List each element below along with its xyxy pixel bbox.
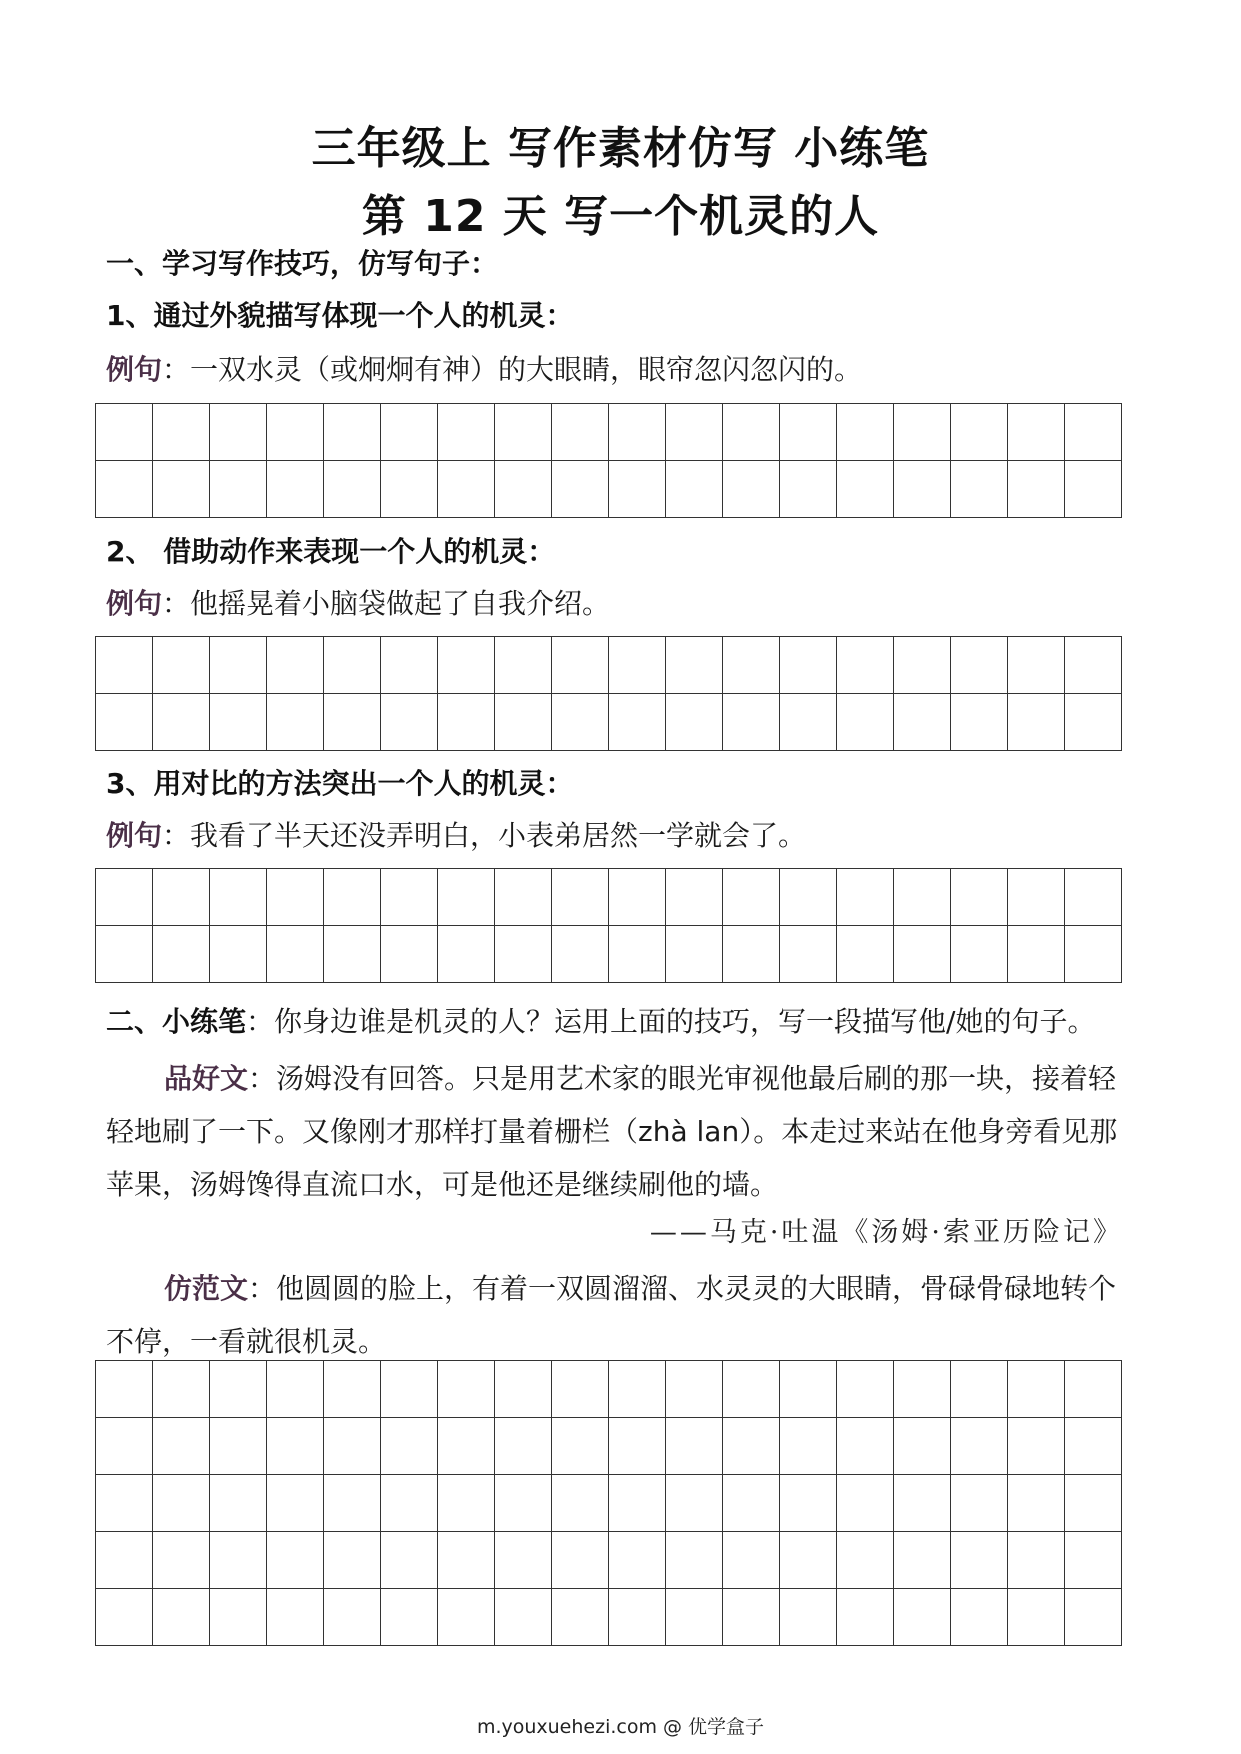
grid-cell[interactable] [609,1532,666,1589]
item-3-example [106,818,806,854]
grid-cell[interactable] [153,926,210,983]
example-text: ：一双水灵（或炯炯有神）的大眼睛，眼帘忽闪忽闪的。 [162,353,863,386]
grid-cell[interactable] [1008,1418,1065,1475]
grid-cell[interactable] [438,461,495,518]
grid-cell[interactable] [894,1361,951,1418]
grid-cell[interactable] [438,869,495,926]
grid-cell[interactable] [1008,1475,1065,1532]
grid-cell[interactable] [837,1418,894,1475]
grid-cell[interactable] [1065,1475,1122,1532]
grid-cell[interactable] [381,461,438,518]
grid-cell[interactable] [96,404,153,461]
grid-cell[interactable] [495,694,552,751]
grid-cell[interactable] [723,869,780,926]
grid-cell[interactable] [723,404,780,461]
grid-cell[interactable] [666,1418,723,1475]
grid-cell[interactable] [780,869,837,926]
grid-cell[interactable] [153,1589,210,1646]
grid-cell[interactable] [837,1361,894,1418]
grid-cell[interactable] [1008,1589,1065,1646]
grid-cell[interactable] [723,694,780,751]
grid-cell[interactable] [1065,1361,1122,1418]
grid-cell[interactable] [723,461,780,518]
grid-cell[interactable] [381,1418,438,1475]
passage-source: ——马克·吐温《汤姆·索亚历险记》 [649,1217,1123,1248]
grid-cell[interactable] [495,1532,552,1589]
grid-cell[interactable] [210,1532,267,1589]
grid-cell[interactable] [894,694,951,751]
grid-cell[interactable] [381,637,438,694]
section-2-label: 二、小练笔 [106,1005,247,1038]
grid-cell[interactable] [951,461,1008,518]
grid-cell[interactable] [780,1418,837,1475]
grid-cell[interactable] [894,1475,951,1532]
grid-cell[interactable] [267,404,324,461]
grid-cell[interactable] [1008,869,1065,926]
example-label: 例句 [106,587,163,620]
grid-cell[interactable] [96,926,153,983]
grid-cell[interactable] [1008,926,1065,983]
grid-cell[interactable] [894,1589,951,1646]
grid-cell[interactable] [780,1589,837,1646]
item-1-example [106,352,862,388]
grid-cell[interactable] [1065,404,1122,461]
grid-cell[interactable] [552,637,609,694]
model-label: 仿范文 [164,1272,249,1305]
grid-cell[interactable] [324,637,381,694]
grid-cell[interactable] [666,926,723,983]
grid-cell[interactable] [951,404,1008,461]
grid-cell[interactable] [210,404,267,461]
reading-text: ：汤姆没有回答。只是用艺术家的眼光审视他最后刷的那一块，接着轻轻地刷了一下。又像刚才那样打量着栅栏（zhà lan）。本走过来站在他身旁看见那苹果，汤姆馋得直流口水，可是他还是继续刷他的墙。 [106,1062,1118,1201]
grid-cell[interactable] [609,404,666,461]
example-text: ：他摇晃着小脑袋做起了自我介绍。 [162,587,611,620]
grid-cell[interactable] [267,926,324,983]
grid-cell[interactable] [894,404,951,461]
grid-cell[interactable] [438,1475,495,1532]
grid-cell[interactable] [96,694,153,751]
grid-cell[interactable] [495,1475,552,1532]
example-text: ：我看了半天还没弄明白，小表弟居然一学就会了。 [162,819,807,852]
reading-label: 品好文 [164,1062,249,1095]
grid-cell[interactable] [951,926,1008,983]
section-2-heading [106,1004,1095,1040]
grid-cell[interactable] [381,869,438,926]
grid-cell[interactable] [381,1361,438,1418]
grid-cell[interactable] [837,694,894,751]
grid-cell[interactable] [324,1475,381,1532]
grid-cell[interactable] [837,1589,894,1646]
grid-cell[interactable] [1065,1589,1122,1646]
grid-cell[interactable] [666,404,723,461]
grid-cell[interactable] [96,637,153,694]
grid-cell[interactable] [723,1418,780,1475]
grid-cell[interactable] [1065,694,1122,751]
grid-cell[interactable] [837,637,894,694]
grid-cell[interactable] [666,694,723,751]
writing-grid-2[interactable] [95,636,1122,751]
grid-cell[interactable] [153,869,210,926]
grid-cell[interactable] [894,1418,951,1475]
grid-cell[interactable] [609,694,666,751]
grid-cell[interactable] [837,461,894,518]
grid-cell[interactable] [267,1361,324,1418]
grid-cell[interactable] [666,1532,723,1589]
grid-cell[interactable] [894,926,951,983]
grid-cell[interactable] [381,926,438,983]
grid-cell[interactable] [951,1589,1008,1646]
grid-cell[interactable] [552,404,609,461]
model-text: ：他圆圆的脸上，有着一双圆溜溜、水灵灵的大眼睛，骨碌骨碌地转个不停，一看就很机灵。 [106,1272,1117,1358]
writing-grid-4[interactable] [95,1360,1122,1646]
grid-cell[interactable] [381,1589,438,1646]
grid-cell[interactable] [267,869,324,926]
grid-cell[interactable] [666,1589,723,1646]
grid-cell[interactable] [324,1418,381,1475]
grid-cell[interactable] [153,1475,210,1532]
grid-cell[interactable] [609,1475,666,1532]
grid-cell[interactable] [495,637,552,694]
grid-cell[interactable] [780,1361,837,1418]
grid-cell[interactable] [210,461,267,518]
grid-cell[interactable] [552,1418,609,1475]
grid-cell[interactable] [438,1532,495,1589]
grid-cell[interactable] [96,1418,153,1475]
grid-cell[interactable] [495,404,552,461]
grid-cell[interactable] [210,694,267,751]
grid-cell[interactable] [1008,694,1065,751]
grid-cell[interactable] [552,461,609,518]
grid-cell[interactable] [324,461,381,518]
grid-cell[interactable] [609,1361,666,1418]
grid-cell[interactable] [1008,1532,1065,1589]
grid-cell[interactable] [153,637,210,694]
grid-cell[interactable] [951,1361,1008,1418]
grid-cell[interactable] [267,694,324,751]
grid-cell[interactable] [951,1532,1008,1589]
grid-cell[interactable] [609,637,666,694]
grid-cell[interactable] [324,1361,381,1418]
grid-cell[interactable] [780,637,837,694]
grid-cell[interactable] [552,1589,609,1646]
grid-cell[interactable] [951,694,1008,751]
grid-cell[interactable] [723,926,780,983]
grid-cell[interactable] [495,1418,552,1475]
grid-cell[interactable] [951,637,1008,694]
grid-cell[interactable] [210,1589,267,1646]
grid-cell[interactable] [153,694,210,751]
grid-cell[interactable] [267,637,324,694]
grid-cell[interactable] [381,404,438,461]
grid-cell[interactable] [438,1589,495,1646]
grid-cell[interactable] [609,461,666,518]
grid-cell[interactable] [894,869,951,926]
grid-cell[interactable] [153,1361,210,1418]
grid-cell[interactable] [438,1418,495,1475]
item-2-example [106,586,610,622]
grid-cell[interactable] [210,1475,267,1532]
page-subtitle: 第 12 天 写一个机灵的人 [361,191,880,242]
grid-cell[interactable] [723,1532,780,1589]
grid-cell[interactable] [894,461,951,518]
grid-cell[interactable] [837,1532,894,1589]
grid-cell[interactable] [96,1361,153,1418]
grid-cell[interactable] [894,637,951,694]
grid-cell[interactable] [381,1475,438,1532]
grid-cell[interactable] [267,1475,324,1532]
grid-cell[interactable] [438,926,495,983]
grid-cell[interactable] [837,404,894,461]
section-2-instruction: ：你身边谁是机灵的人？运用上面的技巧，写一段描写他/她的句子。 [246,1005,1096,1038]
grid-cell[interactable] [609,869,666,926]
grid-cell[interactable] [210,637,267,694]
grid-cell[interactable] [153,1418,210,1475]
grid-cell[interactable] [666,1475,723,1532]
example-label: 例句 [106,819,163,852]
grid-cell[interactable] [609,926,666,983]
reading-passage [106,1052,1136,1211]
item-1-heading: 1、通过外貌描写体现一个人的机灵： [106,299,574,332]
grid-cell[interactable] [666,869,723,926]
grid-cell[interactable] [96,1589,153,1646]
grid-cell[interactable] [495,869,552,926]
grid-cell[interactable] [894,1532,951,1589]
grid-cell[interactable] [837,869,894,926]
grid-cell[interactable] [324,1532,381,1589]
grid-cell[interactable] [438,404,495,461]
grid-cell[interactable] [1008,461,1065,518]
grid-cell[interactable] [1065,926,1122,983]
grid-cell[interactable] [837,926,894,983]
grid-cell[interactable] [324,404,381,461]
grid-cell[interactable] [951,1475,1008,1532]
grid-cell[interactable] [153,1532,210,1589]
grid-cell[interactable] [267,461,324,518]
grid-cell[interactable] [1065,1418,1122,1475]
item-2-heading: 2、 借助动作来表现一个人的机灵： [106,535,556,568]
grid-cell[interactable] [666,637,723,694]
grid-cell[interactable] [96,1532,153,1589]
grid-cell[interactable] [780,404,837,461]
grid-cell[interactable] [666,461,723,518]
grid-cell[interactable] [780,461,837,518]
grid-cell[interactable] [210,1418,267,1475]
grid-cell[interactable] [96,869,153,926]
grid-cell[interactable] [324,1589,381,1646]
grid-cell[interactable] [267,1418,324,1475]
grid-cell[interactable] [438,637,495,694]
model-passage [106,1262,1136,1368]
grid-cell[interactable] [267,1589,324,1646]
grid-cell[interactable] [210,869,267,926]
grid-cell[interactable] [1008,637,1065,694]
item-3-heading: 3、用对比的方法突出一个人的机灵： [106,767,574,800]
grid-cell[interactable] [153,404,210,461]
grid-cell[interactable] [723,1589,780,1646]
grid-cell[interactable] [1065,869,1122,926]
grid-cell[interactable] [495,1589,552,1646]
writing-grid-3[interactable] [95,868,1122,983]
section-1-heading: 一、学习写作技巧，仿写句子： [106,247,499,280]
grid-cell[interactable] [96,461,153,518]
example-label: 例句 [106,353,163,386]
grid-cell[interactable] [552,694,609,751]
grid-cell[interactable] [552,926,609,983]
grid-cell[interactable] [495,926,552,983]
grid-cell[interactable] [267,1532,324,1589]
grid-cell[interactable] [1065,1532,1122,1589]
grid-cell[interactable] [951,869,1008,926]
footer-watermark: m.youxuehezi.com @ 优学盒子 [476,1716,765,1738]
grid-cell[interactable] [1008,1361,1065,1418]
grid-cell[interactable] [609,1589,666,1646]
grid-cell[interactable] [210,926,267,983]
grid-cell[interactable] [96,1475,153,1532]
grid-cell[interactable] [780,694,837,751]
grid-cell[interactable] [153,461,210,518]
grid-cell[interactable] [438,694,495,751]
grid-cell[interactable] [495,1361,552,1418]
grid-cell[interactable] [666,1361,723,1418]
page-title: 三年级上 写作素材仿写 小练笔 [311,123,930,174]
grid-cell[interactable] [837,1475,894,1532]
grid-cell[interactable] [552,1532,609,1589]
grid-cell[interactable] [1008,404,1065,461]
grid-cell[interactable] [552,1361,609,1418]
grid-cell[interactable] [609,1418,666,1475]
grid-cell[interactable] [552,869,609,926]
grid-cell[interactable] [723,1475,780,1532]
grid-cell[interactable] [723,1361,780,1418]
grid-cell[interactable] [780,1532,837,1589]
grid-cell[interactable] [780,1475,837,1532]
grid-cell[interactable] [210,1361,267,1418]
grid-cell[interactable] [495,461,552,518]
grid-cell[interactable] [381,1532,438,1589]
grid-cell[interactable] [381,694,438,751]
grid-cell[interactable] [1065,461,1122,518]
grid-cell[interactable] [723,637,780,694]
grid-cell[interactable] [438,1361,495,1418]
writing-grid-1[interactable] [95,403,1122,518]
grid-cell[interactable] [951,1418,1008,1475]
grid-cell[interactable] [324,926,381,983]
grid-cell[interactable] [552,1475,609,1532]
grid-cell[interactable] [324,869,381,926]
grid-cell[interactable] [324,694,381,751]
grid-cell[interactable] [1065,637,1122,694]
grid-cell[interactable] [780,926,837,983]
